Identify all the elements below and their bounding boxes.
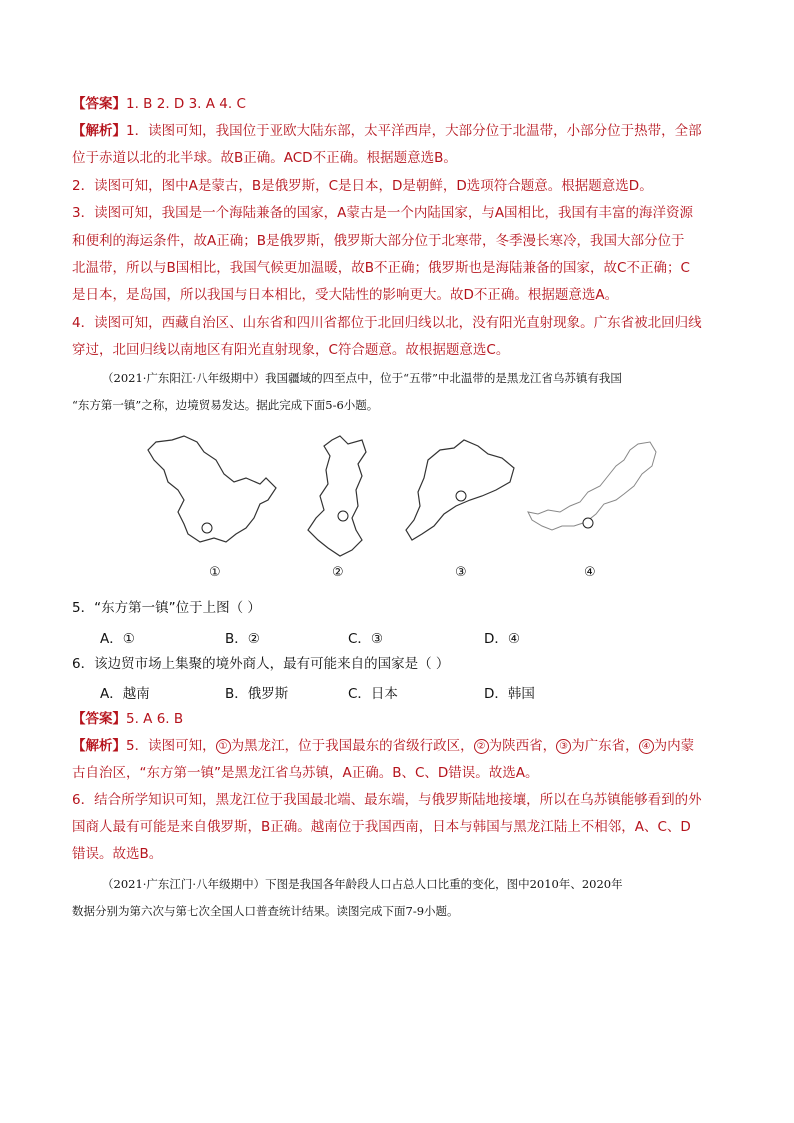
province-map-shaanxi: [300, 430, 380, 565]
analysis-text: 5．读图可知，: [126, 738, 216, 754]
analysis-line: [72, 122, 702, 140]
answer-label: 【答案】: [72, 711, 126, 727]
analysis-line: 位于赤道以北的北半球。故B正确。ACD不正确。根据题意选B。: [72, 150, 457, 166]
analysis-line: 6．结合所学知识可知，黑龙江位于我国最北端、最东端，与俄罗斯陆地接壤，所以在乌苏镇能够看到的外: [72, 792, 702, 808]
analysis-text: 1．读图可知，我国位于亚欧大陆东部，太平洋西岸，大部分位于北温带，小部分位于热带，全部: [126, 123, 702, 139]
circled-number: ④: [639, 739, 654, 754]
answer-line-2: [72, 710, 183, 728]
map-label-2: ②: [332, 565, 344, 580]
analysis-text: 为内蒙: [653, 738, 695, 754]
circled-number: ①: [216, 739, 231, 754]
analysis-label: 【解析】: [72, 123, 126, 139]
province-map-heilongjiang: [142, 430, 287, 555]
analysis-text: 为黑龙江，位于我国最东的省级行政区，: [230, 738, 474, 754]
question-6-stem: 6．该边贸市场上集聚的境外商人，最有可能来自的国家是（ ）: [72, 656, 450, 672]
question-intro: （2021·广东江门·八年级期中）下图是我国各年龄段人口占总人口比重的变化，图中2010年、2020年: [102, 877, 623, 891]
q5-option-c: C．③: [348, 631, 384, 647]
question-intro: “东方第一镇”之称，边境贸易发达。据此完成下面5-6小题。: [72, 398, 379, 412]
analysis-line: 北温带，所以与B国相比，我国气候更加温暖，故B不正确；俄罗斯也是海陆兼备的国家，故C不正确；C: [72, 260, 690, 276]
analysis-line: 2．读图可知，图中A是蒙古，B是俄罗斯，C是日本，D是朝鲜，D选项符合题意。根据题意选D。: [72, 178, 653, 194]
q6-option-c: C．日本: [348, 686, 398, 702]
analysis-text: 为陕西省，: [488, 738, 557, 754]
question-intro: 数据分别为第六次与第七次全国人口普查统计结果。读图完成下面7-9小题。: [72, 904, 459, 918]
analysis-line: 错误。故选B。: [72, 846, 163, 862]
analysis-line: 是日本，是岛国，所以我国与日本相比，受大陆性的影响更大。故D不正确。根据题意选A。: [72, 287, 619, 303]
question-intro: （2021·广东阳江·八年级期中）我国疆域的四至点中，位于“五带”中北温带的是黑龙江省乌苏镇有我国: [102, 371, 622, 385]
analysis-line: 穿过，北回归线以南地区有阳光直射现象，C符合题意。故根据题意选C。: [72, 342, 510, 358]
answer-text: 5. A 6. B: [126, 711, 184, 727]
province-map-inner-mongolia: [522, 430, 667, 560]
map-label-4: ④: [584, 565, 596, 580]
analysis-line: 和便利的海运条件，故A正确；B是俄罗斯，俄罗斯大部分位于北寒带，冬季漫长寒冷，我国大部分位于: [72, 233, 685, 249]
analysis-text: 为广东省，: [571, 738, 639, 754]
answer-label: 【答案】: [72, 96, 126, 112]
q6-option-d: D．韩国: [484, 686, 535, 702]
map-label-1: ①: [209, 565, 221, 580]
answer-text: 1. B 2. D 3. A 4. C: [126, 96, 246, 112]
province-map-guangdong: [398, 430, 523, 545]
map-label-3: ③: [455, 565, 467, 580]
circled-number: ③: [556, 739, 571, 754]
q5-option-d: D．④: [484, 631, 520, 647]
question-5-stem: 5．“东方第一镇”位于上图（ ）: [72, 600, 261, 616]
q5-option-a: A．①: [100, 631, 135, 647]
analysis-line: 古自治区，“东方第一镇”是黑龙江省乌苏镇，A正确。B、C、D错误。故选A。: [72, 765, 539, 781]
analysis-line: [72, 737, 694, 755]
q6-option-b: B．俄罗斯: [225, 686, 289, 702]
answer-line-1: [72, 95, 246, 113]
q6-option-a: A．越南: [100, 686, 150, 702]
circled-number: ②: [474, 739, 489, 754]
analysis-line: 4．读图可知，西藏自治区、山东省和四川省都位于北回归线以北，没有阳光直射现象。广东省被北回归线: [72, 315, 702, 331]
analysis-line: 3．读图可知，我国是一个海陆兼备的国家，A蒙古是一个内陆国家，与A国相比，我国有丰富的海洋资源: [72, 205, 694, 221]
analysis-label: 【解析】: [72, 738, 126, 754]
q5-option-b: B．②: [225, 631, 260, 647]
analysis-line: 国商人最有可能是来自俄罗斯，B正确。越南位于我国西南，日本与韩国与黑龙江陆上不相邻，A、C、D: [72, 819, 691, 835]
